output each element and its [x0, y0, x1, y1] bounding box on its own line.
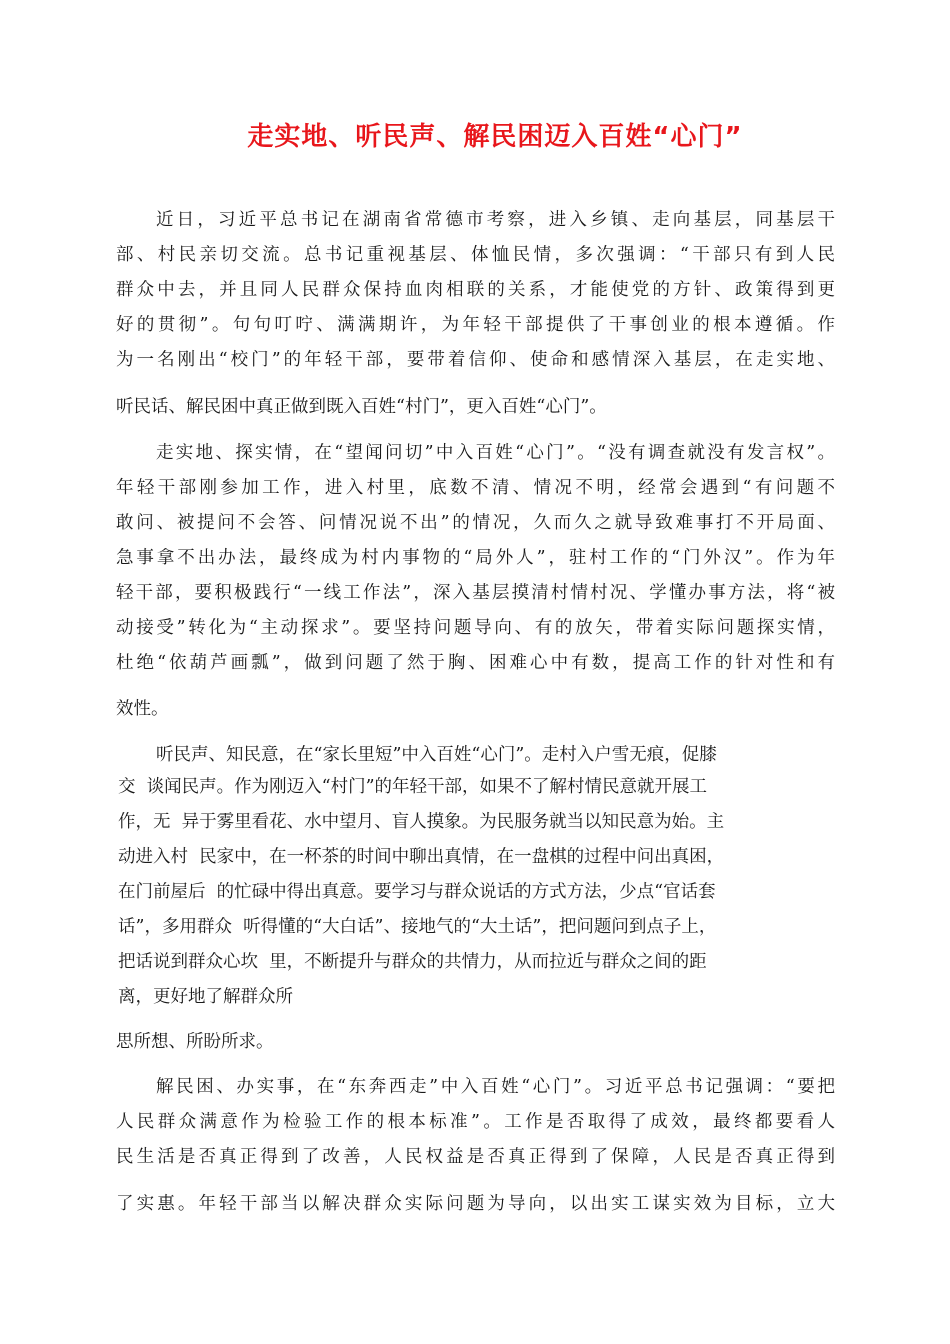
body-line: 交 谈闻民声。作为刚迈入“村门”的年轻干部，如果不了解村情民意就开展工	[118, 777, 708, 797]
body-line: 思所想、所盼所求。	[116, 1032, 274, 1052]
body-line: 好的贯彻”。句句叮咛、满满期许，为年轻干部提供了干事创业的根本遵循。作	[116, 315, 835, 335]
body-line: 动接受”转化为“主动探求”。要坚持问题导向、有的放矢，带着实际问题探实情，	[116, 618, 835, 638]
body-line: 解民困、办实事，在“东奔西走”中入百姓“心门”。习近平总书记强调：“要把	[156, 1077, 835, 1097]
body-line: 为一名刚出“校门”的年轻干部，要带着信仰、使命和感情深入基层，在走实地、	[116, 350, 835, 370]
body-line: 急事拿不出办法，最终成为村内事物的“局外人”，驻村工作的“门外汉”。作为年	[116, 548, 835, 568]
body-line: 动进入村 民家中，在一杯茶的时间中聊出真情，在一盘棋的过程中问出真困，	[118, 847, 725, 867]
body-line: 把话说到群众心坎 里，不断提升与群众的共情力，从而拉近与群众之间的距	[118, 952, 707, 972]
document-title: 走实地、听民声、解民困迈入百姓“心门”	[247, 122, 743, 152]
body-line: 年轻干部刚参加工作，进入村里，底数不清、情况不明，经常会遇到“有问题不	[116, 478, 835, 498]
body-line: 离，更好地了解群众所	[118, 987, 293, 1007]
body-line: 在门前屋后 的忙碌中得出真意。要学习与群众说话的方式方法，少点“官话套	[118, 882, 716, 902]
body-line: 人民群众满意作为检验工作的根本标准”。工作是否取得了成效，最终都要看人	[116, 1112, 835, 1132]
body-line: 群众中去，并且同人民群众保持血肉相联的关系，才能使党的方针、政策得到更	[116, 280, 835, 300]
body-line: 听民话、解民困中真正做到既入百姓“村门”，更入百姓“心门”。	[116, 397, 607, 417]
body-line: 话”，多用群众 听得懂的“大白话”、接地气的“大土话”，把问题问到点子上，	[118, 917, 717, 937]
body-line: 民生活是否真正得到了改善，人民权益是否真正得到了保障，人民是否真正得到	[116, 1147, 835, 1167]
body-line: 近日，习近平总书记在湖南省常德市考察，进入乡镇、走向基层，同基层干	[156, 210, 835, 230]
body-line: 轻干部，要积极践行“一线工作法”，深入基层摸清村情村况、学懂办事方法，将“被	[116, 583, 835, 603]
body-line: 敢问、被提问不会答、问情况说不出”的情况，久而久之就导致难事打不开局面、	[116, 513, 835, 533]
body-line: 杜绝“依葫芦画瓢”，做到问题了然于胸、困难心中有数，提高工作的针对性和有	[116, 653, 835, 673]
body-line: 作，无 异于雾里看花、水中望月、盲人摸象。为民服务就当以知民意为始。主	[118, 812, 725, 832]
body-line: 部、村民亲切交流。总书记重视基层、体恤民情，多次强调：“干部只有到人民	[116, 245, 835, 265]
body-line: 听民声、知民意，在“家长里短”中入百姓“心门”。走村入户雪无痕，促膝	[156, 745, 717, 765]
body-line: 效性。	[116, 699, 169, 719]
body-line: 了实惠。年轻干部当以解决群众实际问题为导向，以出实工谋实效为目标，立大	[116, 1194, 835, 1214]
body-line: 走实地、探实情，在“望闻问切”中入百姓“心门”。“没有调查就没有发言权”。	[156, 443, 835, 463]
